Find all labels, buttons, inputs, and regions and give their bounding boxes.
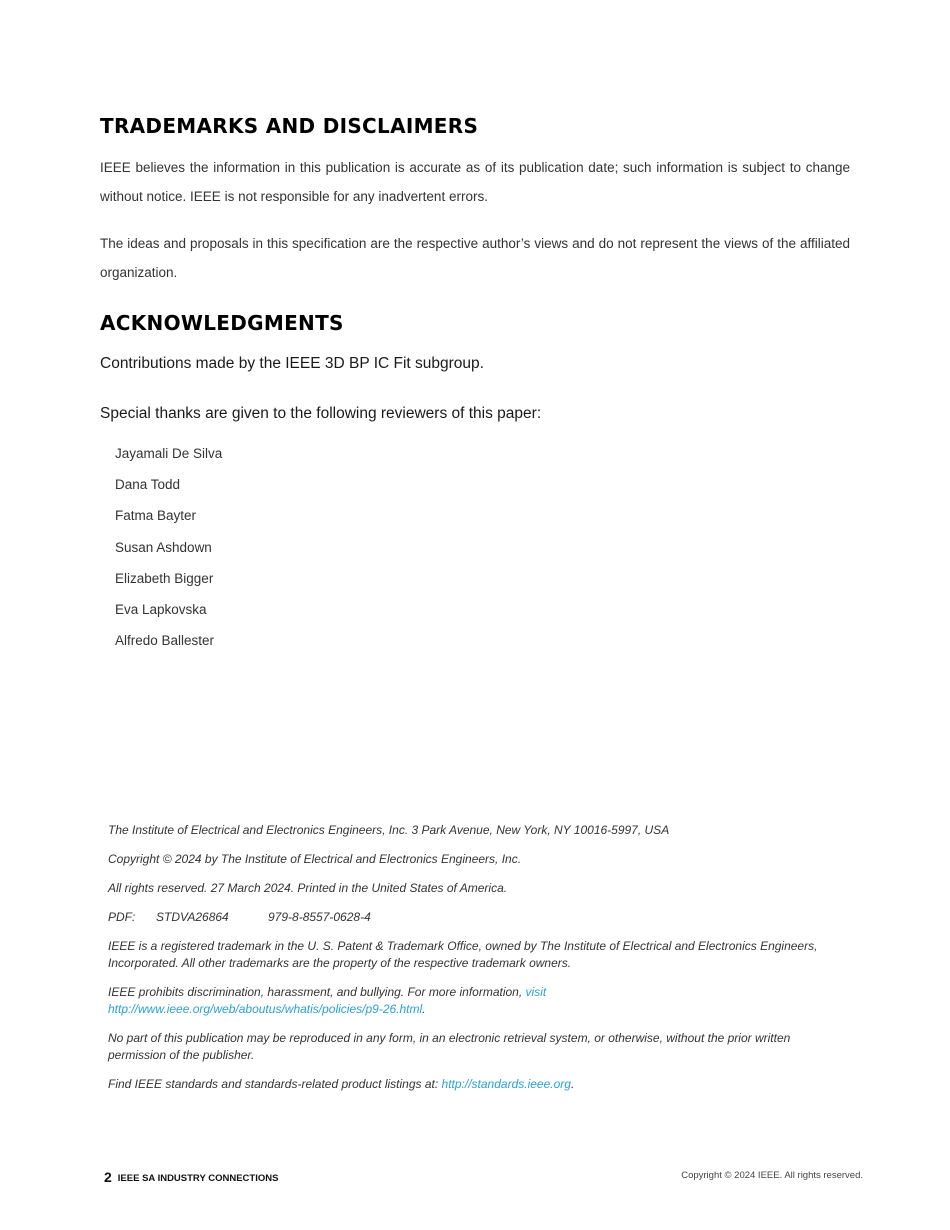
section-label: IEEE SA INDUSTRY CONNECTIONS bbox=[117, 1173, 279, 1184]
trademarks-paragraph-2: The ideas and proposals in this specification are the respective author’s views and do not represent the views of the affiliated organization. bbox=[100, 236, 850, 280]
discrimination-note: IEEE prohibits discrimination, harassment, and bullying. For more information, visit http://www.ieee.org/web/aboutus/whatis/policies/p9-26.html. bbox=[108, 985, 547, 1016]
trademarks-paragraph-1: IEEE believes the information in this publication is accurate as of its publication date; such information is subject to change without notice. IEEE is not responsible for any inadvertent errors. bbox=[100, 160, 850, 204]
reviewer-name: Elizabeth Bigger bbox=[115, 570, 214, 586]
trademark-note: IEEE is a registered trademark in the U. S. Patent & Trademark Office, owned by The Institute of Electrical and Electronics Engineers, Incorporated. All other trademarks are the property of the respective trademark owners. bbox=[108, 939, 818, 970]
reviewer-list bbox=[115, 444, 222, 662]
visit-link[interactable]: visit bbox=[525, 985, 547, 999]
pdf-code: STDVA26864 bbox=[156, 910, 229, 924]
reviewer-name: Eva Lapkovska bbox=[115, 601, 207, 617]
pdf-isbn: 979-8-8557-0628-4 bbox=[268, 910, 371, 924]
contributions-line: Contributions made by the IEEE 3D BP IC Fit subgroup. bbox=[100, 355, 484, 372]
page-footer-copyright: Copyright © 2024 IEEE. All rights reserved. bbox=[681, 1170, 863, 1181]
pdf-label: PDF: bbox=[108, 910, 136, 924]
pdf-info bbox=[108, 909, 848, 926]
reviewer-name: Jayamali De Silva bbox=[115, 446, 223, 461]
publication-info bbox=[108, 822, 848, 1093]
discrimination-text: IEEE prohibits discrimination, harassment, and bullying. For more information, bbox=[108, 985, 523, 999]
page-footer-left bbox=[104, 1169, 278, 1185]
reviewer-name: Dana Todd bbox=[115, 477, 181, 493]
acknowledgments-heading: ACKNOWLEDGMENTS bbox=[100, 311, 344, 335]
reviewer-name: Fatma Bayter bbox=[115, 508, 197, 524]
standards-note: Find IEEE standards and standards-related product listings at: http://standards.ieee.org. bbox=[108, 1077, 575, 1091]
page-number: 2 bbox=[104, 1169, 112, 1185]
publication-copyright: Copyright © 2024 by The Institute of Electrical and Electronics Engineers, Inc. bbox=[108, 852, 522, 866]
special-thanks-line: Special thanks are given to the following reviewers of this paper: bbox=[100, 405, 542, 422]
reproduction-note: No part of this publication may be reproduced in any form, in an electronic retrieval system, or otherwise, without the prior written permission of the publisher. bbox=[108, 1031, 791, 1062]
reviewer-name: Alfredo Ballester bbox=[115, 633, 215, 649]
standards-link[interactable]: http://standards.ieee.org bbox=[441, 1077, 571, 1091]
policy-link[interactable]: http://www.ieee.org/web/aboutus/whatis/policies/p9-26.html bbox=[108, 1002, 423, 1016]
publisher-address: The Institute of Electrical and Electronics Engineers, Inc. 3 Park Avenue, New York, NY 10016-5997, USA bbox=[108, 823, 670, 837]
trademarks-heading: TRADEMARKS AND DISCLAIMERS bbox=[100, 114, 479, 138]
reviewer-name: Susan Ashdown bbox=[115, 539, 212, 555]
rights-statement: All rights reserved. 27 March 2024. Printed in the United States of America. bbox=[108, 881, 508, 895]
standards-text: Find IEEE standards and standards-related product listings at: bbox=[108, 1077, 439, 1091]
